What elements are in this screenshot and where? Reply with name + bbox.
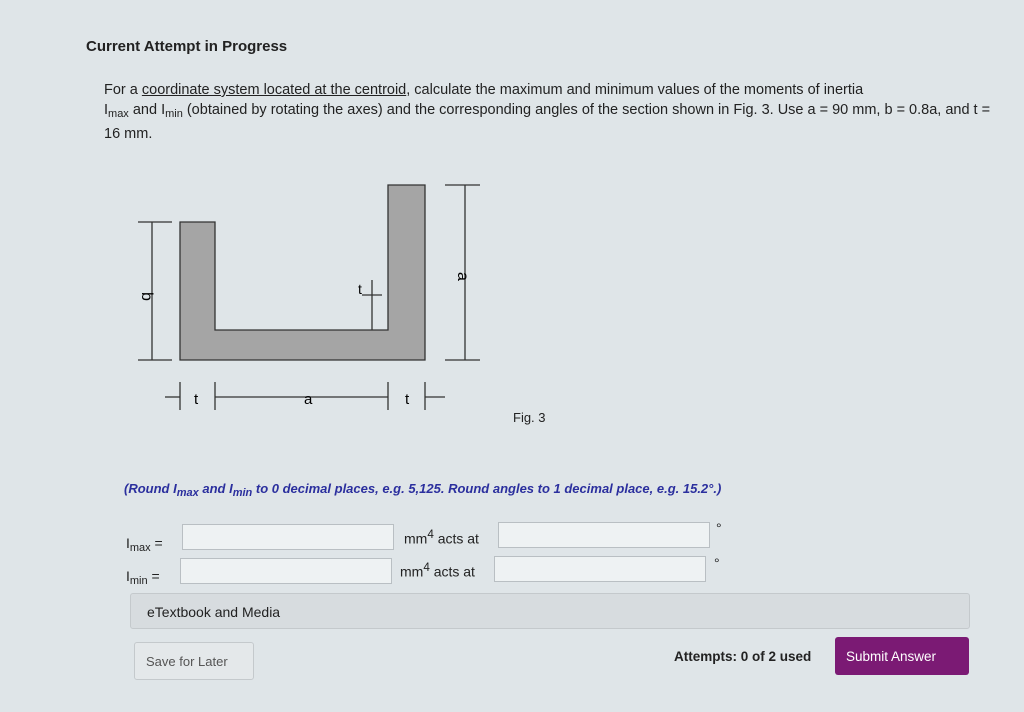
unit: mm bbox=[400, 563, 424, 580]
exp: 4 bbox=[423, 561, 430, 574]
problem-text: For a bbox=[104, 82, 142, 98]
label-b: b bbox=[138, 292, 155, 301]
sub: min bbox=[129, 575, 148, 587]
problem-text: (obtained by rotating the axes) and the corresponding angles of the section shown in Fig. 3. Use a = 90 mm, b = 0.8a, and t = 16 mm. bbox=[104, 102, 991, 142]
imin-label bbox=[126, 568, 160, 587]
instr-text: and I bbox=[198, 481, 233, 496]
sym: I bbox=[126, 568, 130, 584]
acts-at: acts at bbox=[433, 530, 479, 547]
unit: mm bbox=[404, 530, 428, 547]
instr-sub: min bbox=[232, 487, 253, 499]
imin-unit bbox=[400, 561, 475, 580]
figure-3 bbox=[100, 170, 500, 410]
imax-label bbox=[126, 535, 163, 554]
acts-at: acts at bbox=[429, 563, 475, 580]
label-a-bottom: a bbox=[304, 391, 313, 408]
imin-angle-input[interactable] bbox=[494, 556, 706, 582]
imin-input[interactable] bbox=[180, 558, 392, 584]
instr-text: to 0 decimal places, e.g. 5,125. Round angles to 1 decimal place, e.g. 15.2°.) bbox=[252, 481, 722, 496]
u-section bbox=[180, 185, 425, 360]
problem-statement bbox=[104, 80, 994, 144]
instr-text: (Round I bbox=[124, 481, 177, 496]
page-title: Current Attempt in Progress bbox=[86, 38, 288, 55]
submit-answer-button[interactable]: Submit Answer bbox=[835, 637, 969, 675]
problem-text: and bbox=[128, 102, 162, 118]
instr-sub: max bbox=[176, 487, 199, 499]
label-t-left: t bbox=[194, 391, 199, 408]
sub: max bbox=[129, 542, 151, 554]
eq: = bbox=[147, 568, 160, 584]
attempts-counter: Attempts: 0 of 2 used bbox=[674, 649, 812, 664]
exp: 4 bbox=[427, 528, 434, 541]
etextbook-media-panel[interactable]: eTextbook and Media bbox=[130, 593, 970, 629]
rounding-instructions bbox=[124, 481, 721, 499]
label-t-right: t bbox=[405, 391, 410, 408]
imin-symbol: I bbox=[161, 102, 166, 118]
imax-subscript: max bbox=[108, 108, 129, 120]
imin-subscript: min bbox=[165, 108, 183, 120]
degree-symbol: ° bbox=[716, 520, 722, 536]
imax-unit bbox=[404, 528, 479, 547]
imax-input[interactable] bbox=[182, 524, 394, 550]
centroid-link[interactable]: coordinate system located at the centroid bbox=[141, 82, 407, 98]
degree-symbol: ° bbox=[714, 555, 720, 571]
sym: I bbox=[126, 535, 130, 551]
eq: = bbox=[150, 535, 163, 551]
label-a-side: a bbox=[454, 272, 471, 281]
label-t-top: t bbox=[358, 281, 362, 297]
problem-text: , calculate the maximum and minimum values of the moments of inertia bbox=[406, 82, 864, 98]
imax-angle-input[interactable] bbox=[498, 522, 710, 548]
save-for-later-button[interactable]: Save for Later bbox=[134, 642, 254, 680]
imax-symbol: I bbox=[104, 102, 109, 118]
figure-caption: Fig. 3 bbox=[513, 410, 546, 425]
